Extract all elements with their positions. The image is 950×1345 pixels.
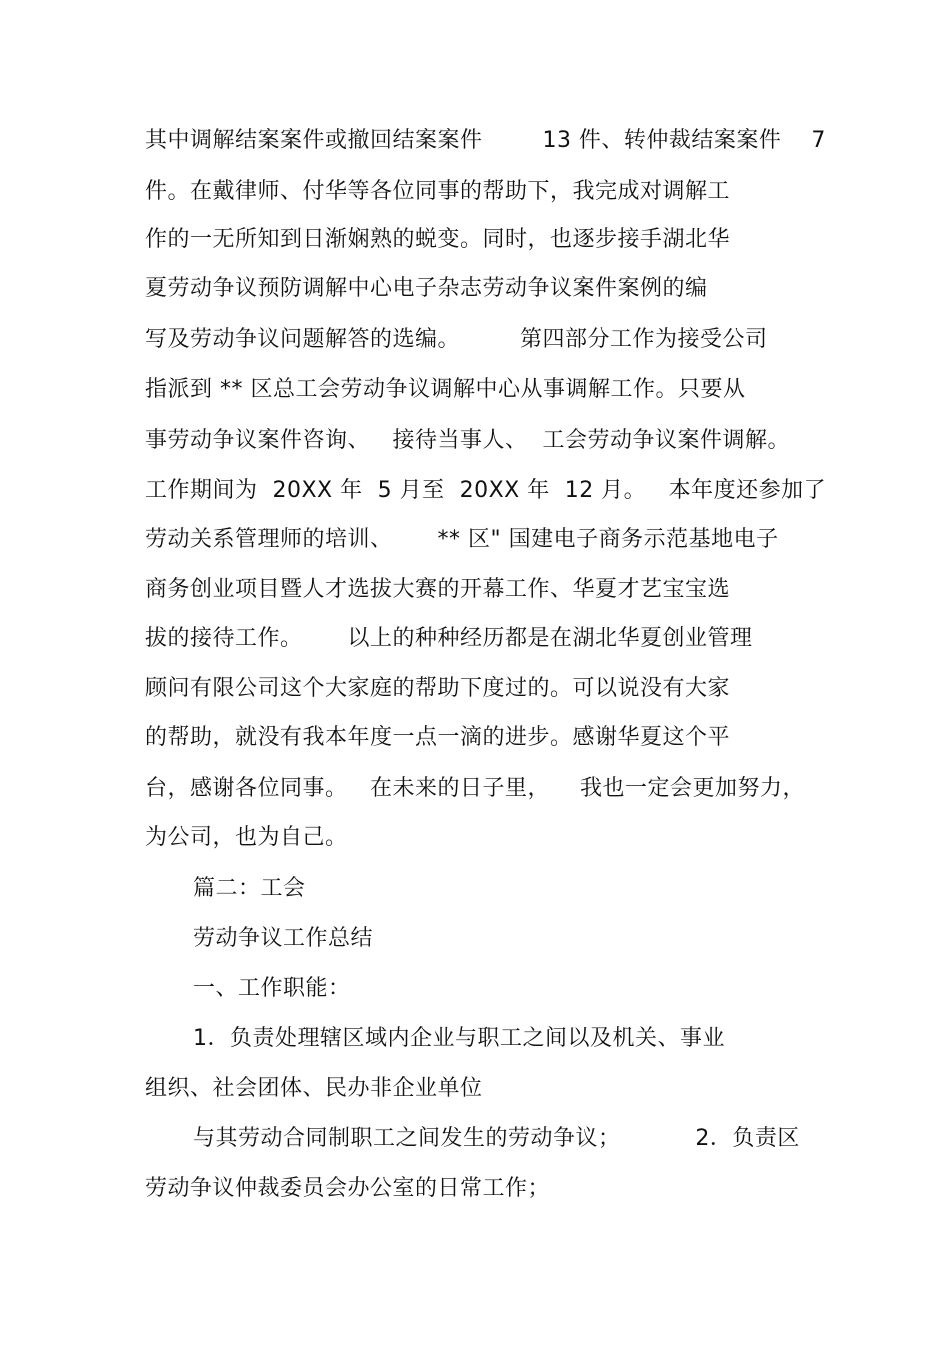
text-line: 商务创业项目暨人才选拔大赛的开幕工作、华夏才艺宝宝选 — [145, 577, 731, 602]
text-line: 指派到 ** 区总工会劳动争议调解中心从事调解工作。只要从 — [145, 377, 746, 402]
text-line: 写及劳动争议问题解答的选编。 第四部分工作为接受公司 — [145, 327, 768, 352]
text-line: 组织、社会团体、民办非企业单位 — [145, 1076, 483, 1101]
text-line: 其中调解结案案件或撤回结案案件 13 件、转仲裁结案案件 7 — [145, 128, 826, 153]
text-line: 夏劳动争议预防调解中心电子杂志劳动争议案件案例的编 — [145, 276, 708, 301]
text-line: 与其劳动合同制职工之间发生的劳动争议； 2．负责区 — [193, 1126, 800, 1151]
text-line: 1．负责处理辖区域内企业与职工之间以及机关、事业 — [193, 1026, 725, 1051]
text-line: 工作期间为 20XX 年 5 月至 20XX 年 12 月。 本年度还参加了 — [145, 478, 827, 503]
section-heading: 篇二：工会 — [193, 876, 306, 901]
text-line: 的帮助，就没有我本年度一点一滴的进步。感谢华夏这个平 — [145, 725, 731, 750]
text-line: 劳动争议仲裁委员会办公室的日常工作； — [145, 1176, 551, 1201]
text-line: 劳动关系管理师的培训、 ** 区" 国建电子商务示范基地电子 — [145, 527, 779, 552]
text-line: 台，感谢各位同事。 在未来的日子里， 我也一定会更加努力， — [145, 776, 805, 801]
text-line: 作的一无所知到日渐娴熟的蜕变。同时，也逐步接手湖北华 — [145, 227, 731, 252]
text-line: 事劳动争议案件咨询、 接待当事人、 工会劳动争议案件调解。 — [145, 428, 790, 453]
text-line: 拔的接待工作。 以上的种种经历都是在湖北华夏创业管理 — [145, 626, 753, 651]
text-line: 件。在戴律师、付华等各位同事的帮助下，我完成对调解工 — [145, 179, 731, 204]
section-title: 劳动争议工作总结 — [193, 926, 374, 951]
text-line: 顾问有限公司这个大家庭的帮助下度过的。可以说没有大家 — [145, 676, 731, 701]
text-line: 为公司，也为自己。 — [145, 825, 348, 850]
subsection-heading: 一、工作职能： — [193, 976, 351, 1001]
